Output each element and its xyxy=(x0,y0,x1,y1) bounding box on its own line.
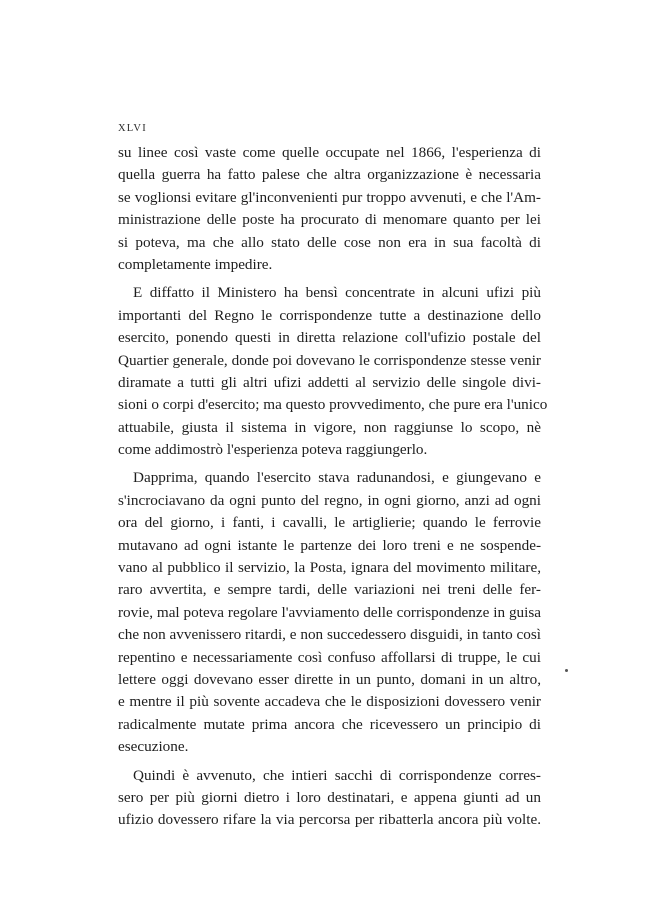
text-line: diramate a tutti gli altri ufizi addetti al servizio delle singole divi- xyxy=(118,373,541,391)
text-line: e mentre il più sovente accadeva che le disposizioni dovessero venir xyxy=(118,693,541,711)
text-line: importanti del Regno le corrispondenze tutte a destinazione dello xyxy=(118,306,541,324)
text-line: su linee così vaste come quelle occupate nel 1866, l'esperienza di xyxy=(118,144,541,161)
text-line: esecuzione. xyxy=(118,738,189,756)
paragraph xyxy=(118,142,541,276)
text-line: come addimostrò l'esperienza poteva raggiungerlo. xyxy=(118,441,428,459)
margin-mark xyxy=(565,669,568,672)
text-line: si poteva, ma che allo stato delle cose non era in sua facoltà di xyxy=(118,233,541,251)
text-line: raro avvertita, e sempre tardi, delle variazioni nei treni delle fer- xyxy=(118,581,541,599)
text-line: che non avvenissero ritardi, e non succedessero disguidi, in tanto così xyxy=(118,626,541,644)
text-line: Dapprima, quando l'esercito stava radunandosi, e giungevano e xyxy=(133,469,541,487)
text-line: attuabile, giusta il sistema in vigore, non raggiunse lo scopo, nè xyxy=(118,418,541,436)
text-line: lettere oggi dovevano esser dirette in un punto, domani in un altro, xyxy=(118,670,541,688)
text-line: E diffatto il Ministero ha bensì concentrate in alcuni ufizi più xyxy=(133,284,541,302)
paragraph xyxy=(118,467,541,758)
text-line: quella guerra ha fatto palese che altra organizzazione è necessaria xyxy=(118,166,541,184)
text-line: s'incrociavano da ogni punto del regno, in ogni giorno, anzi ad ogni xyxy=(118,491,541,509)
text-line: ufizio dovessero rifare la via percorsa per ribatterla ancora più volte. xyxy=(118,811,541,829)
text-line: completamente impedire. xyxy=(118,255,273,273)
page-number: XLVI xyxy=(118,123,147,134)
text-line: esercito, ponendo questi in diretta relazione coll'ufizio postale del xyxy=(118,329,541,347)
text-line: ora del giorno, i fanti, i cavalli, le artiglierie; quando le ferrovie xyxy=(118,514,541,532)
text-line: repentino e necessariamente così confuso affollarsi di truppe, le cui xyxy=(118,648,541,666)
text-line: radicalmente mutate prima ancora che ricevessero un principio di xyxy=(118,715,541,733)
text-line: rovie, mal poteva regolare l'avviamento delle corrispondenze in guisa xyxy=(118,603,541,621)
text-line: sero per più giorni dietro i loro destinatari, e appena giunti ad un xyxy=(118,788,541,806)
paragraph xyxy=(118,765,541,832)
text-line: Quindi è avvenuto, che intieri sacchi di corrispondenze corres- xyxy=(133,766,541,784)
text-line: ministrazione delle poste ha procurato di menomare quanto per lei xyxy=(118,211,541,229)
text-line: vano al pubblico il servizio, la Posta, ignara del movimento militare, xyxy=(118,559,541,577)
text-line: sioni o corpi d'esercito; ma questo provvedimento, che pure era l'unico xyxy=(118,396,548,414)
text-line: Quartier generale, donde poi dovevano le corrispondenze stesse venir xyxy=(118,351,541,369)
text-line: mutavano ad ogni istante le partenze dei loro treni e ne sospende- xyxy=(118,536,541,554)
text-line: se voglionsi evitare gl'inconvenienti pur troppo avvenuti, e che l'Am- xyxy=(118,188,541,206)
paragraph xyxy=(118,282,548,461)
body-text xyxy=(118,142,548,832)
